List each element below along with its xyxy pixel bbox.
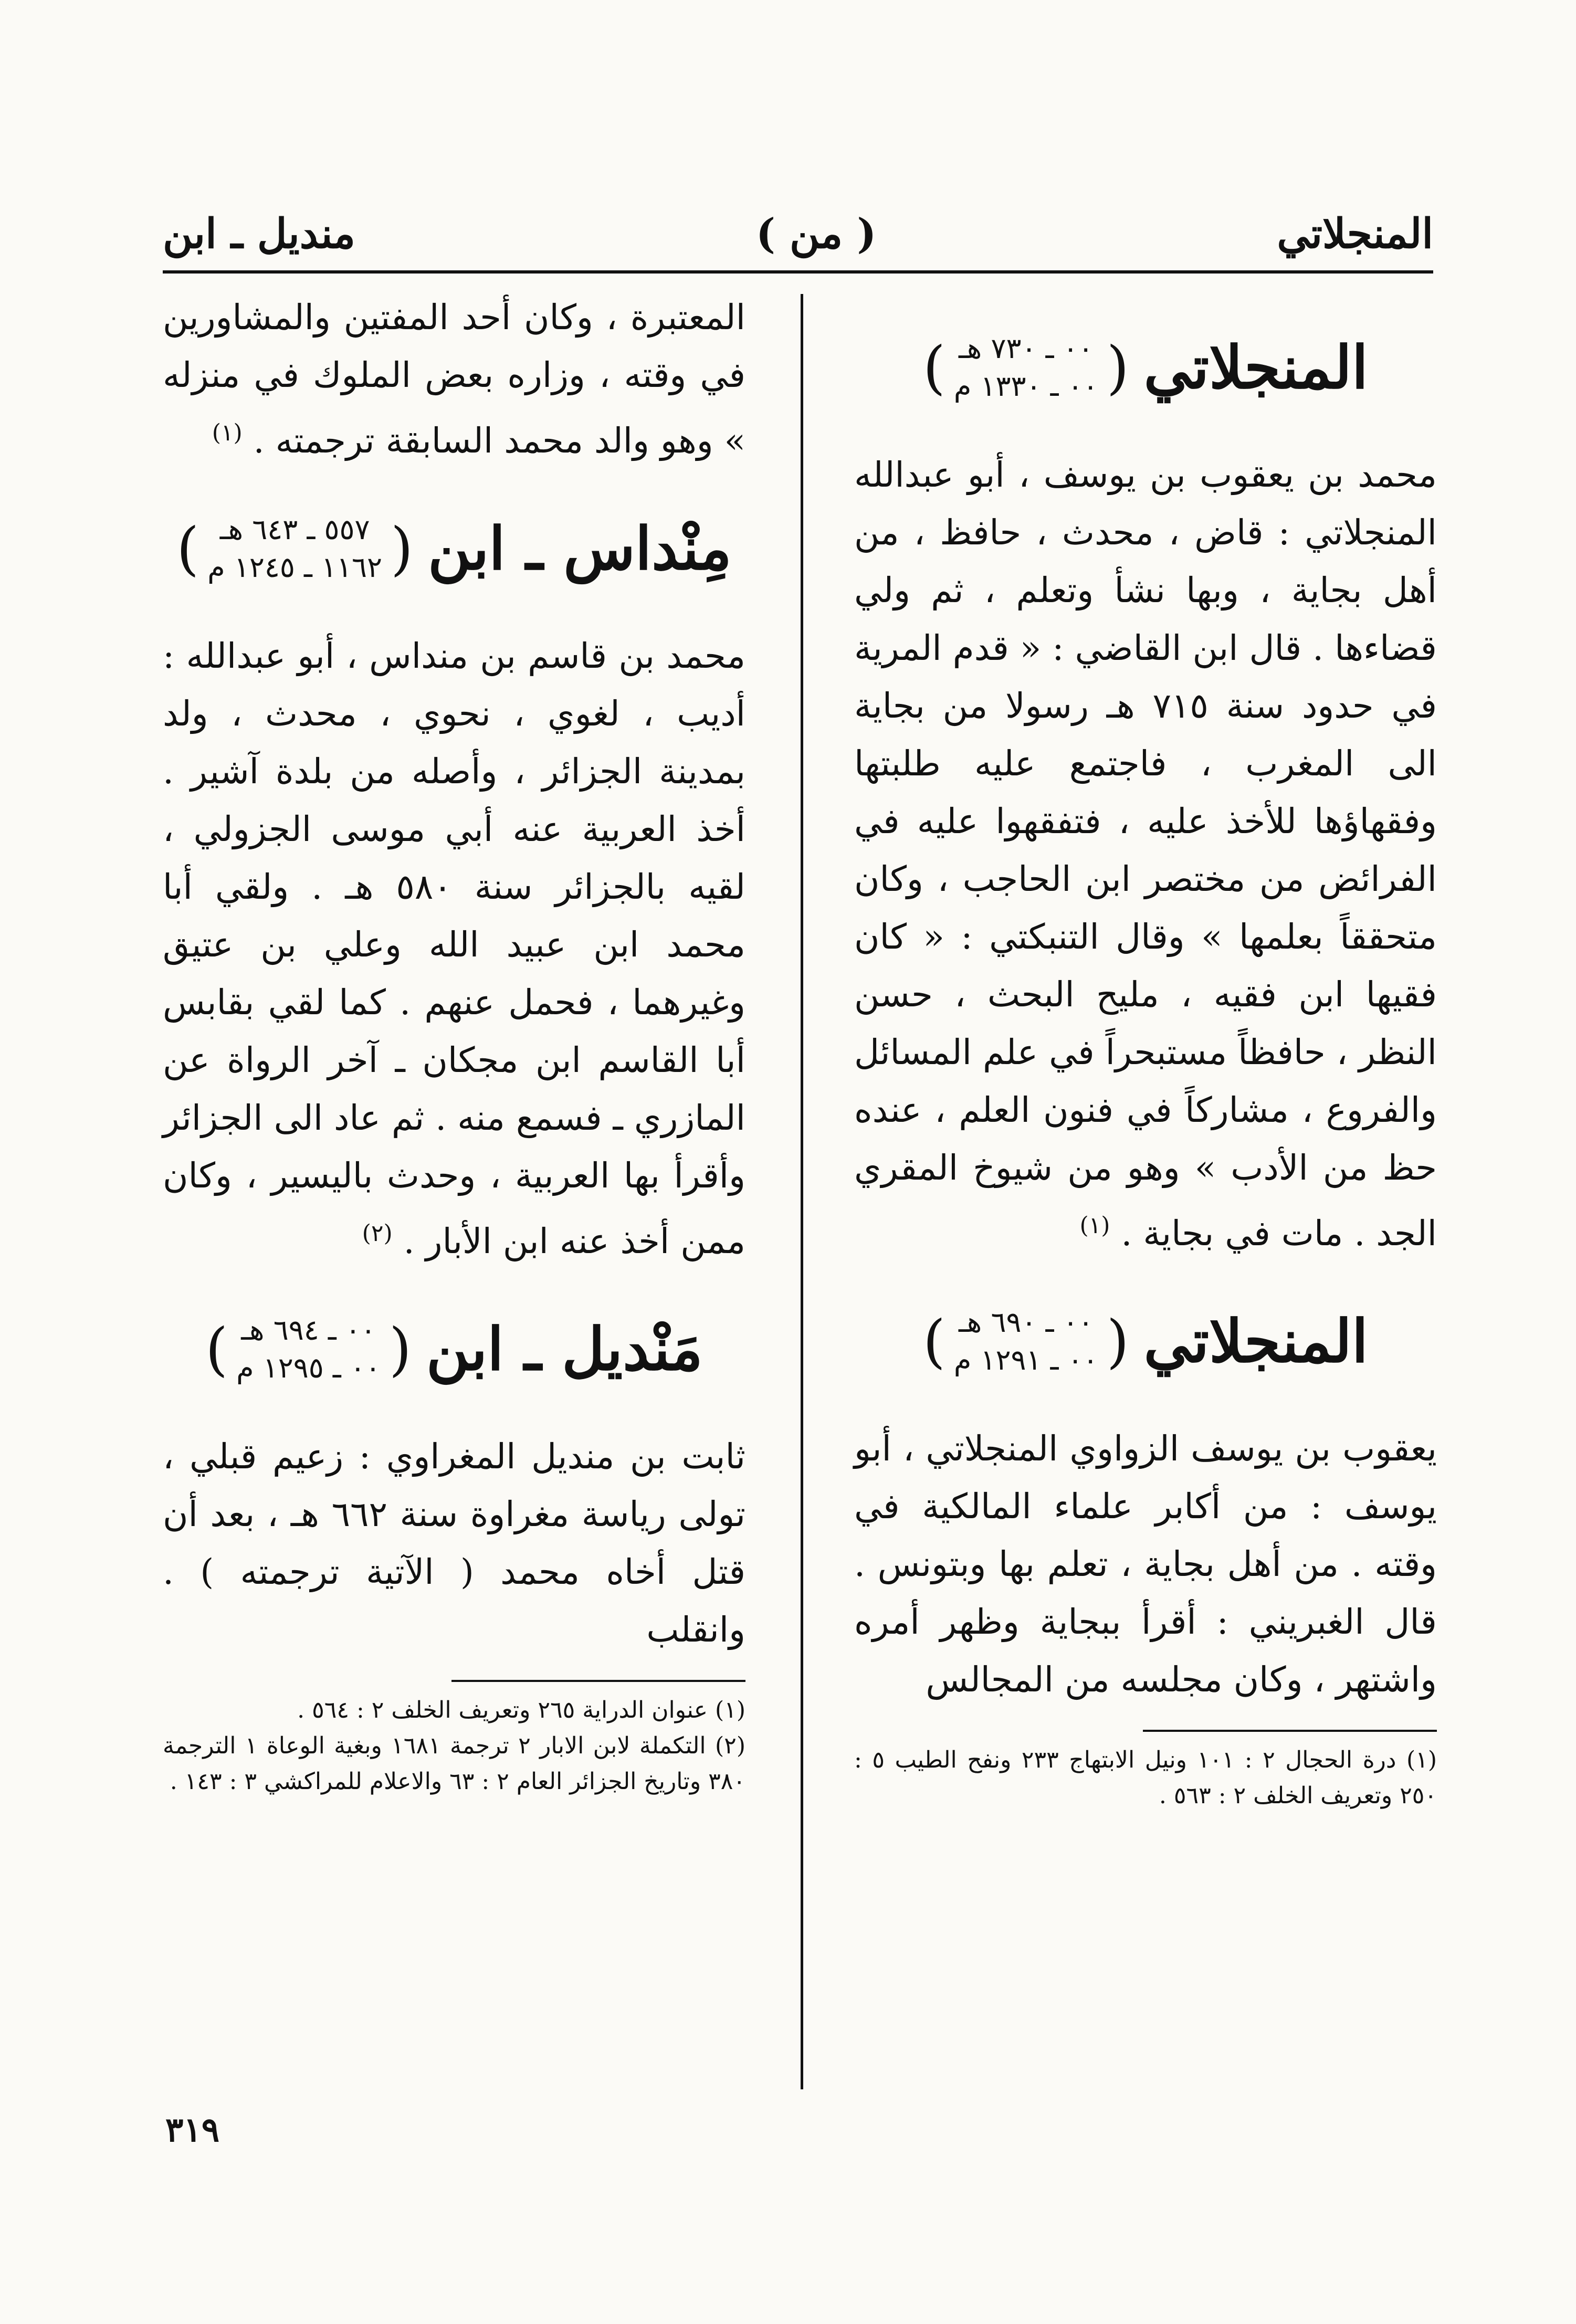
entry-name: المنجلاتي (1143, 333, 1369, 402)
header-right-title: المنجلاتي (1277, 209, 1433, 258)
entry-heading-manjalati-1 (854, 289, 1437, 446)
footnote-rule (451, 1680, 745, 1682)
date-gregorian: ٠٠ ـ ١٢٩٥ م (236, 1351, 381, 1384)
entry-dates: ( ٥٥٧ ـ ٦٤٣ هـ ١١٦٢ ـ ١٢٤٥ م ) (176, 511, 413, 586)
entry-heading-mindas (163, 470, 745, 627)
date-hijri: ٠٠ ـ ٦٩٠ هـ (958, 1306, 1094, 1339)
note-ref: (١) (212, 419, 243, 446)
page-number: ٣١٩ (165, 2110, 220, 2150)
entry-text: محمد بن قاسم بن منداس ، أبو عبدالله : أديب ، لغوي ، نحوي ، محدث ، ولد بمدينة الجزائر ، وأصله من بلدة آشير . أخذ العربية عنه أبي موسى الجزولي ، لقيه بالجزائر سنة ٥٨٠ هـ . ولقي أبا محمد ابن عبيد الله وعلي بن عتيق وغيرهما ، فحمل عنهم . كما لقي بقابس أبا القاسم ابن مجكان ـ آخر الرواة عن المازري ـ فسمع منه . ثم عاد الى الجزائر وأقرأ بها العربية ، وحدث باليسير ، وكان ممن أخذ عنه ابن الأبار . $^{(٢)}$ (163, 636, 745, 1261)
note-ref: (٢) (362, 1220, 393, 1247)
left-column (163, 289, 745, 1800)
entry-name: المنجلاتي (1143, 1307, 1369, 1376)
entry-continuation-text: المعتبرة ، وكان أحد المفتين والمشاورين في وقته ، وزاره بعض الملوك في منزله » وهو والد محمد السابقة ترجمته . $^{(١)}$ (163, 297, 745, 461)
footnote: (٢) التكملة لابن الابار ٢ ترجمة ١٦٨١ وبغية الوعاة ١ الترجمة ٣٨٠ وتاريخ الجزائر العام ٢ : ٦٣ والاعلام للمراكشي ٣ : ١٤٣ . (163, 1732, 745, 1795)
header-rule (163, 270, 1433, 274)
right-column (854, 289, 1437, 1814)
entry-text: محمد بن يعقوب بن يوسف ، أبو عبدالله المنجلاتي : قاض ، محدث ، حافظ ، من أهل بجاية ، وبها نشأ وتعلم ، ثم ولي قضاءها . قال ابن القاضي : « قدم المرية في حدود سنة ٧١٥ هـ رسولا من بجاية الى المغرب ، فاجتمع عليه طلبتها وفقهاؤها للأخذ عليه ، فتفقهوا عليه في الفرائض من مختصر ابن الحاجب ، وكان متحققاً بعلمها » وقال التنبكتي : « كان فقيها ابن فقيه ، مليح البحث ، حسن النظر ، حافظاً مستبحراً في علم المسائل والفروع ، مشاركاً في فنون العلم ، عنده حظ من الأدب » وهو من شيوخ المقري الجد . مات في بجاية . $^{(١)}$ (854, 455, 1437, 1254)
entry-name: مِنْداس ـ ابن (427, 514, 732, 583)
note-ref: (١) (1079, 1212, 1110, 1239)
running-header (163, 205, 1433, 262)
entry-name: مَنْديل ـ ابن (426, 1315, 703, 1384)
footnote-rule (1143, 1730, 1437, 1732)
footnote: (١) درة الحجال ٢ : ١٠١ ونيل الابتهاج ٢٣٣ ونفح الطيب ٥ : ٢٥٠ وتعريف الخلف ٢ : ٥٦٣ . (854, 1747, 1437, 1809)
entry-dates: ( ٠٠ ـ ٦٩٤ هـ ٠٠ ـ ١٢٩٥ م ) (205, 1311, 412, 1387)
date-hijri: ٠٠ ـ ٧٣٠ هـ (958, 332, 1094, 365)
header-center-title: ( من ) (756, 209, 877, 258)
entry-dates: ( ٠٠ ـ ٦٩٠ هـ ٠٠ ـ ١٢٩١ م ) (923, 1303, 1129, 1379)
entry-dates: ( ٠٠ ـ ٧٣٠ هـ ٠٠ ـ ١٣٣٠ م ) (923, 330, 1129, 405)
header-left-title: منديل ـ ابن (163, 209, 355, 258)
date-hijri: ٠٠ ـ ٦٩٤ هـ (241, 1313, 376, 1347)
date-gregorian: ٠٠ ـ ١٢٩١ م (953, 1343, 1098, 1376)
column-divider (801, 294, 803, 2089)
entry-text: ثابت بن منديل المغراوي : زعيم قبلي ، تولى رياسة مغراوة سنة ٦٦٢ هـ ، بعد أن قتل أخاه محمد ( الآتية ترجمته ) . وانقلب (163, 1436, 745, 1650)
entry-heading-mandil (163, 1270, 745, 1428)
date-gregorian: ١١٦٢ ـ ١٢٤٥ م (207, 551, 383, 584)
entry-heading-manjalati-2 (854, 1263, 1437, 1420)
entry-text: يعقوب بن يوسف الزواوي المنجلاتي ، أبو يوسف : من أكابر علماء المالكية في وقته . من أهل بجاية ، تعلم بها وبتونس . قال الغبريني : أقرأ ببجاية وظهر أمره واشتهر ، وكان مجلسه من المجالس (854, 1428, 1437, 1700)
date-gregorian: ٠٠ ـ ١٣٣٠ م (953, 370, 1098, 403)
footnote: (١) عنوان الدراية ٢٦٥ وتعريف الخلف ٢ : ٥٦٤ . (297, 1697, 745, 1723)
date-hijri: ٥٥٧ ـ ٦٤٣ هـ (219, 513, 370, 546)
